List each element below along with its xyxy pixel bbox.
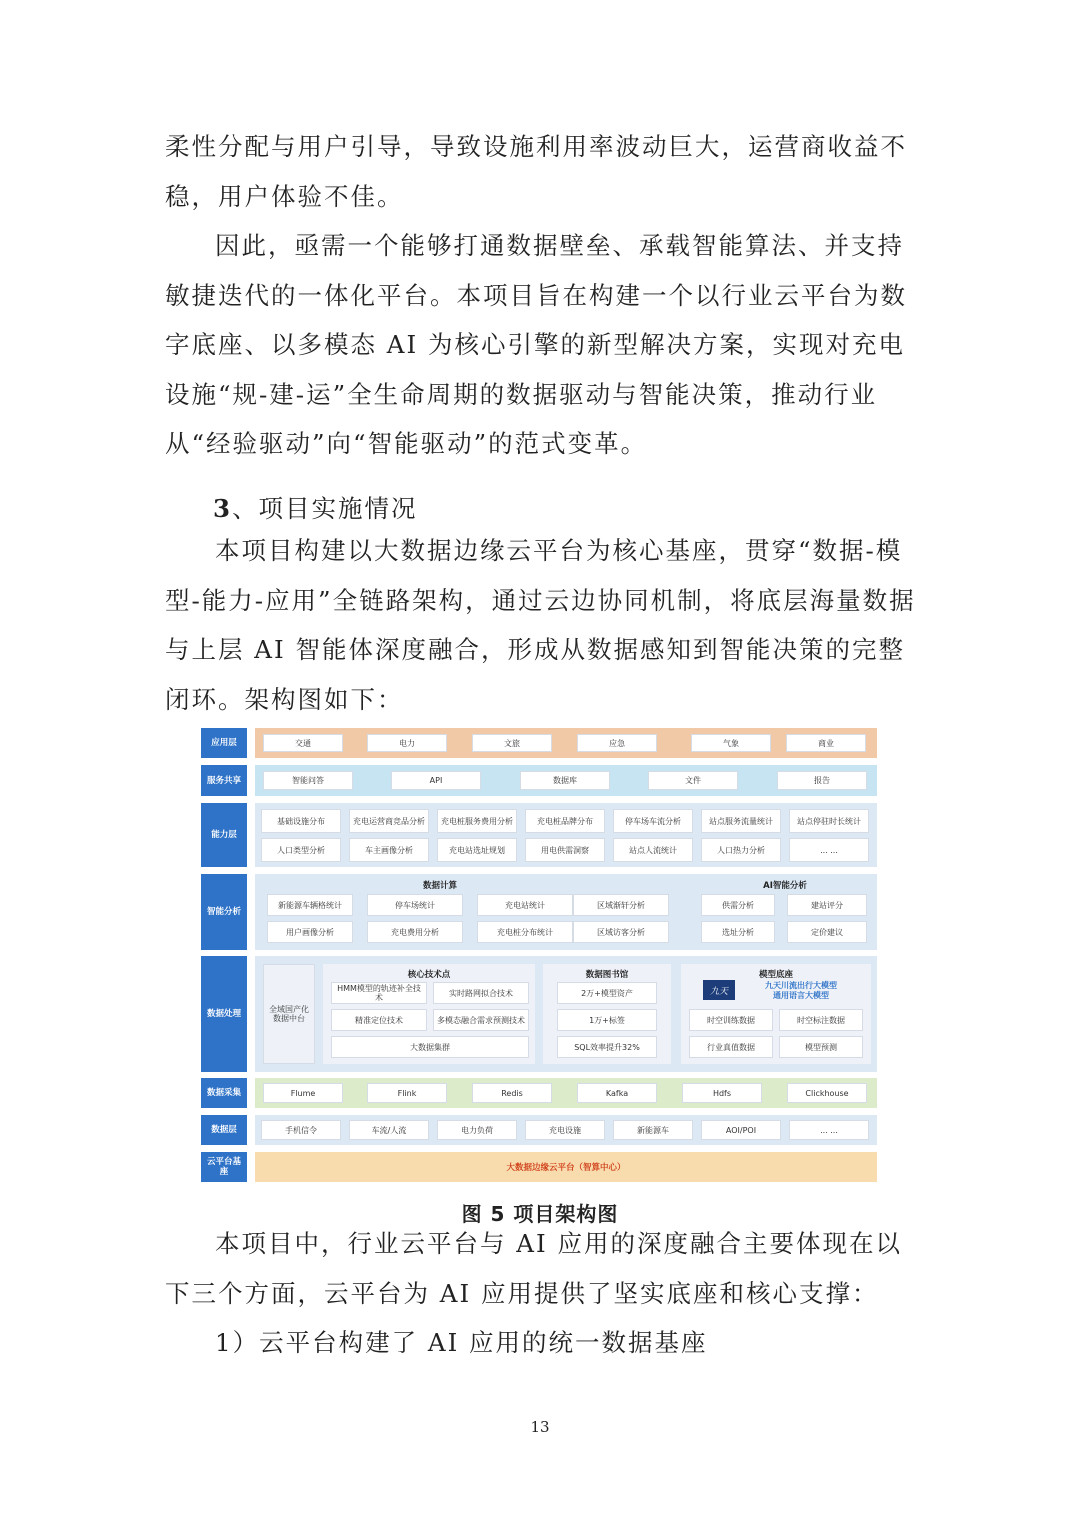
data-library-title: 数据图书馆 <box>585 970 629 980</box>
capability-item: 基础设施分布 <box>261 809 341 833</box>
section-title: 、项目实施情况 <box>232 494 418 523</box>
jiutian-logo-icon: 九天 <box>703 980 735 1000</box>
app-item: 电力 <box>367 734 447 752</box>
paragraph-1: 柔性分配与用户引导，导致设施利用率波动巨大，运营商收益不稳，用户体验不佳。 <box>165 132 907 211</box>
capability-item: 充电运营商竞品分析 <box>349 809 429 833</box>
paragraph-4: 本项目中，行业云平台与 AI 应用的深度融合主要体现在以下三个方面，云平台为 AI 应用提供了坚实底座和核心支撑： <box>165 1229 902 1308</box>
service-item: API <box>391 771 481 790</box>
paragraph-2: 因此，亟需一个能够打通数据壁垒、承载智能算法、并支持敏捷迭代的一体化平台。本项目旨在构建一个以行业云平台为数字底座、以多模态 AI 为核心引擎的新型解决方案，实现对充电设施“规-建-运”全生命周期的数据驱动与智能决策，推动行业从“经验驱动”向“智能驱动”的范式变革。 <box>165 231 907 458</box>
section-number: 3 <box>213 494 233 523</box>
layer-label: 智能分析 <box>201 874 247 950</box>
page-number: 13 <box>530 1418 550 1436</box>
data-source-item: 手机信令 <box>261 1120 341 1140</box>
paragraph-5: 1）云平台构建了 AI 应用的统一数据基座 <box>215 1328 708 1357</box>
service-item: 智能问答 <box>263 771 353 790</box>
figure-caption: 图 5 项目架构图 <box>461 1202 619 1226</box>
data-library-item: 2万+模型资产 <box>557 982 657 1004</box>
cloud-base-bar: 大数据边缘云平台（智算中心） <box>255 1152 877 1182</box>
analysis-item: 新能源车辆格统计 <box>267 894 353 916</box>
layer-service <box>201 765 877 796</box>
model-base-item: 模型预测 <box>779 1036 863 1058</box>
layer-label: 服务共享 <box>201 765 247 796</box>
data-library-panel <box>543 964 671 1064</box>
collect-item: Clickhouse <box>787 1083 867 1103</box>
capability-item: 充电桩服务费用分析 <box>437 809 517 833</box>
layer-label: 数据采集 <box>201 1078 247 1108</box>
core-tech-title: 核心技术点 <box>407 970 451 980</box>
layer-app <box>201 728 877 758</box>
layer-label: 云平台基座 <box>201 1152 247 1182</box>
data-source-item: 电力负荷 <box>437 1120 517 1140</box>
app-item: 应急 <box>577 734 657 752</box>
capability-item: 站点服务流量统计 <box>701 809 781 833</box>
layer-panel <box>255 765 877 796</box>
collect-item: Hdfs <box>682 1083 762 1103</box>
layer-panel <box>255 803 877 867</box>
ai-analysis-item: 选址分析 <box>701 921 775 943</box>
model-base-item: 行业真值数据 <box>689 1036 773 1058</box>
ai-analysis-item: 建站评分 <box>787 894 867 916</box>
layer-label: 数据层 <box>201 1115 247 1145</box>
analysis-item: 区域访客分析 <box>573 921 669 943</box>
layer-panel <box>255 728 877 758</box>
model-base-item: 时空标注数据 <box>779 1009 863 1031</box>
app-item: 文旅 <box>472 734 552 752</box>
layer-collect <box>201 1078 877 1108</box>
ai-analysis-title: AI智能分析 <box>763 881 807 891</box>
platform-box: 全域国产化数据中台 <box>263 964 315 1064</box>
model-base-item: 时空训练数据 <box>689 1009 773 1031</box>
layer-processing <box>201 956 877 1072</box>
data-source-item: 充电设施 <box>525 1120 605 1140</box>
model-base-title: 模型底座 <box>758 970 793 980</box>
ai-analysis-item: 供需分析 <box>701 894 775 916</box>
app-item: 商业 <box>786 734 866 752</box>
compute-title: 数据计算 <box>422 881 457 891</box>
service-item: 数据库 <box>520 771 610 790</box>
core-tech-item: 多模态融合需求预测技术 <box>433 1009 529 1031</box>
collect-item: Redis <box>472 1083 552 1103</box>
data-source-item: 车流/人流 <box>349 1120 429 1140</box>
core-tech-item: 大数据集群 <box>331 1036 529 1058</box>
layer-panel <box>255 1078 877 1108</box>
layer-capability <box>201 803 877 867</box>
layer-panel <box>255 956 877 1072</box>
capability-item: 站点停驻时长统计 <box>789 809 869 833</box>
model-brand <box>741 981 861 1001</box>
core-tech-item: 实时路网拟合技术 <box>433 982 529 1004</box>
data-source-item: 新能源车 <box>613 1120 693 1140</box>
core-tech-panel <box>323 964 535 1064</box>
layer-analysis <box>201 874 877 950</box>
model-brand-name: 九天川流出行大模型 <box>765 981 837 990</box>
capability-item: 停车场车流分析 <box>613 809 693 833</box>
analysis-item: 用户画像分析 <box>267 921 353 943</box>
service-item: 报告 <box>777 771 867 790</box>
data-source-item: ... ... <box>789 1120 869 1140</box>
layer-panel <box>255 1115 877 1145</box>
section-heading <box>213 490 418 525</box>
capability-item: ... ... <box>789 838 869 862</box>
capability-item: 人口热力分析 <box>701 838 781 862</box>
capability-item: 用电供需洞察 <box>525 838 605 862</box>
core-tech-item: HMM模型的轨迹补全技术 <box>331 982 427 1004</box>
app-item: 气象 <box>691 734 771 752</box>
data-library-item: SQL效率提升32% <box>557 1036 657 1058</box>
model-base-panel <box>681 964 871 1064</box>
analysis-item: 区域渐轩分析 <box>573 894 669 916</box>
analysis-item: 充电费用分析 <box>367 921 463 943</box>
architecture-diagram <box>201 728 877 1183</box>
paragraph-3: 本项目构建以大数据边缘云平台为核心基座，贯穿“数据-模型-能力-应用”全链路架构，通过云边协同机制，将底层海量数据与上层 AI 智能体深度融合，形成从数据感知到智能决策的完整闭环。架构图如下： <box>165 536 916 714</box>
layer-data <box>201 1115 877 1145</box>
layer-label: 应用层 <box>201 728 247 758</box>
app-item: 交通 <box>263 734 343 752</box>
core-tech-item: 精准定位技术 <box>331 1009 427 1031</box>
ai-analysis-item: 定价建议 <box>787 921 867 943</box>
layer-base <box>201 1152 877 1182</box>
data-source-item: AOI/POI <box>701 1120 781 1140</box>
layer-panel <box>255 874 877 950</box>
service-item: 文件 <box>648 771 738 790</box>
capability-item: 人口类型分析 <box>261 838 341 862</box>
capability-item: 充电桩品牌分布 <box>525 809 605 833</box>
collect-item: Flink <box>367 1083 447 1103</box>
layer-label: 数据处理 <box>201 956 247 1072</box>
analysis-item: 充电桩分布统计 <box>477 921 573 943</box>
analysis-item: 充电站统计 <box>477 894 573 916</box>
data-library-item: 1万+标签 <box>557 1009 657 1031</box>
capability-item: 车主画像分析 <box>349 838 429 862</box>
model-brand-sub: 通用语言大模型 <box>773 991 829 1000</box>
capability-item: 站点人流统计 <box>613 838 693 862</box>
analysis-item: 停车场统计 <box>367 894 463 916</box>
layer-label: 能力层 <box>201 803 247 867</box>
collect-item: Flume <box>263 1083 343 1103</box>
collect-item: Kafka <box>577 1083 657 1103</box>
capability-item: 充电站选址规划 <box>437 838 517 862</box>
